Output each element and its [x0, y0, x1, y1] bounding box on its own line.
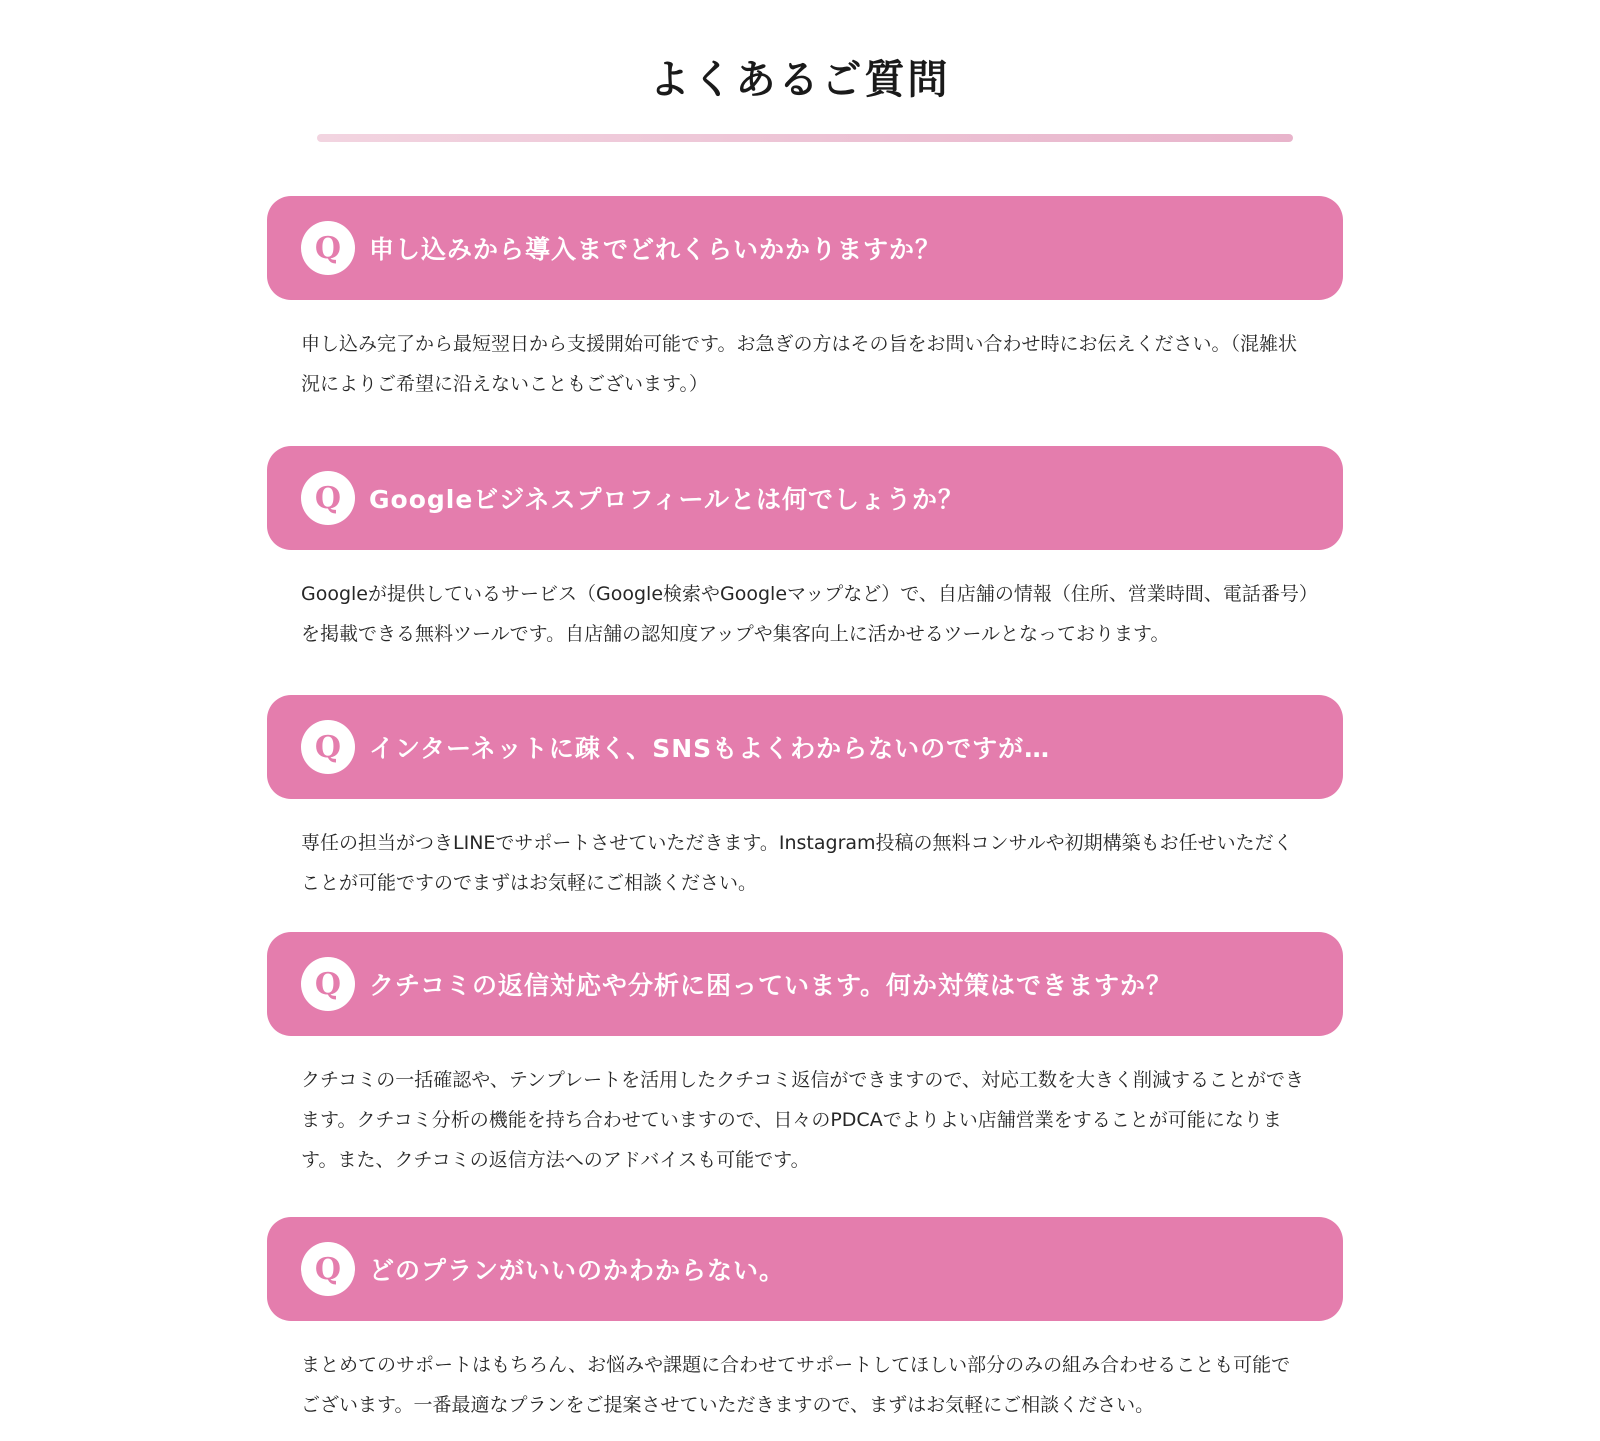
faq-question-bar[interactable] — [267, 695, 1343, 799]
faq-item — [267, 932, 1343, 1217]
faq-item — [267, 695, 1343, 932]
faq-question-text: Googleビジネスプロフィールとは何でしょうか？ — [369, 485, 965, 514]
title-underline — [317, 134, 1293, 142]
faq-question-bar[interactable] — [267, 196, 1343, 300]
faq-question-text: 申し込みから導入までどれくらいかかりますか？ — [369, 235, 942, 264]
q-badge-icon: Q — [301, 471, 355, 525]
q-badge-icon: Q — [301, 957, 355, 1011]
q-badge-icon: Q — [301, 1242, 355, 1296]
faq-item — [267, 1217, 1343, 1425]
faq-answer-text: まとめてのサポートはもちろん、お悩みや課題に合わせてサポートしてほしい部分のみの組み合わせることも可能でございます。一番最適なプランをご提案させていただきますので、まずはお気軽にご相談ください。 — [301, 1354, 1291, 1416]
faq-answer-text: 専任の担当がつきLINEでサポートさせていただきます。Instagram投稿の無料コンサルや初期構築もお任せいただくことが可能ですのでまずはお気軽にご相談ください。 — [301, 832, 1293, 894]
faq-question-bar[interactable] — [267, 1217, 1343, 1321]
faq-item — [267, 196, 1343, 446]
faq-list — [267, 196, 1343, 1425]
page-title: よくあるご質問 — [649, 57, 951, 103]
faq-question-bar[interactable] — [267, 932, 1343, 1036]
faq-answer-text: クチコミの一括確認や、テンプレートを活用したクチコミ返信ができますので、対応工数を大きく削減することができます。クチコミ分析の機能を持ち合わせていますので、日々のPDCAでよりよい店舗営業をすることが可能になります。また、クチコミの返信方法へのアドバイスも可能です。 — [301, 1069, 1305, 1171]
faq-question-text: どのプランがいいのかわからない。 — [369, 1256, 786, 1285]
faq-answer-text: 申し込み完了から最短翌日から支援開始可能です。お急ぎの方はその旨をお問い合わせ時にお伝えください。（混雑状況によりご希望に沿えないこともございます。） — [301, 333, 1297, 395]
faq-answer-text: Googleが提供しているサービス（Google検索やGoogleマップなど）で、自店舗の情報（住所、営業時間、電話番号）を掲載できる無料ツールです。自店舗の認知度アップや集客向上に活かせるツールとなっております。 — [301, 583, 1309, 645]
q-badge-icon: Q — [301, 221, 355, 275]
faq-item — [267, 446, 1343, 695]
faq-question-text: クチコミの返信対応や分析に困っています。何か対策はできますか？ — [369, 971, 1173, 1000]
faq-question-text: インターネットに疎く、SNSもよくわからないのですが… — [369, 734, 1051, 763]
q-badge-icon: Q — [301, 720, 355, 774]
faq-question-bar[interactable] — [267, 446, 1343, 550]
